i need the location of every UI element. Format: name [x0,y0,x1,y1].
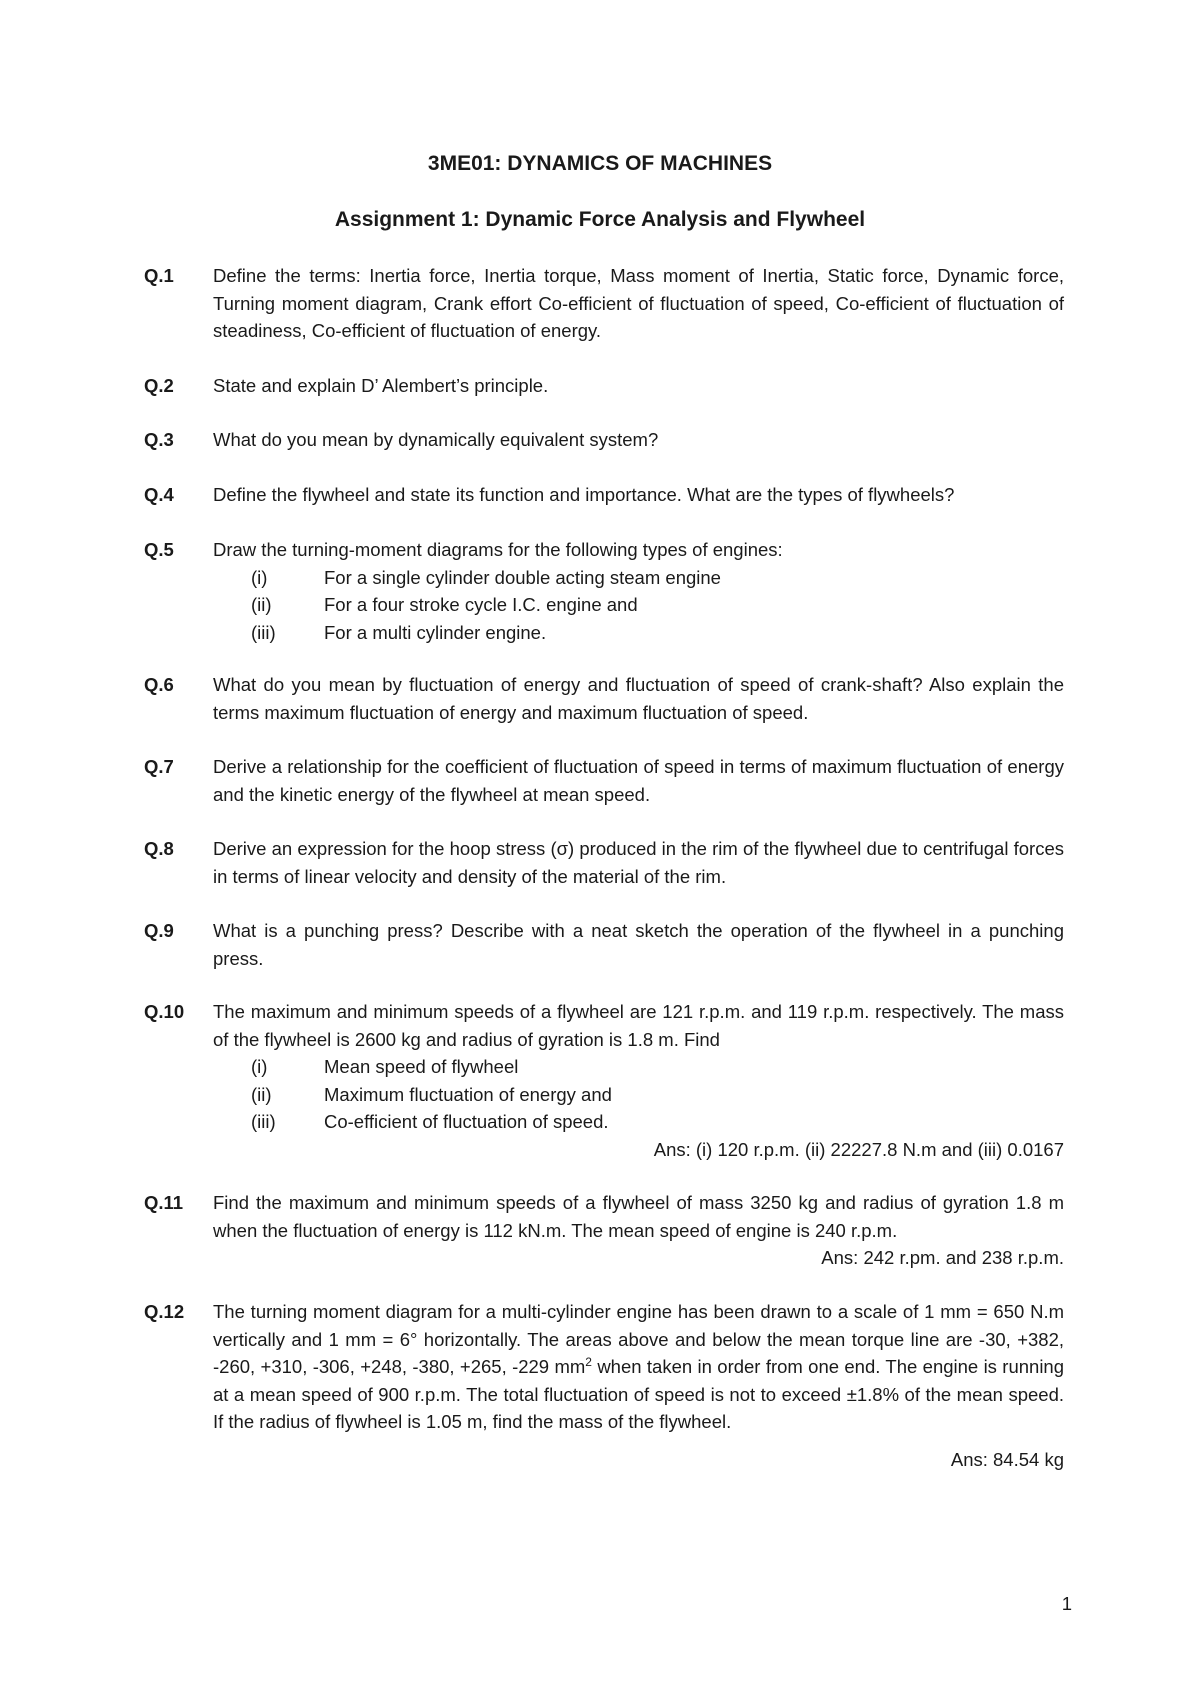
sub-item-text: For a four stroke cycle I.C. engine and [324,594,638,615]
sub-item [251,619,1064,647]
sub-item [251,1081,1064,1109]
sub-item-numeral: (iii) [251,621,276,643]
question-number: Q.11 [144,1192,184,1213]
question-11 [144,1189,1064,1272]
question-text: Derive a relationship for the coefficient of fluctuation of speed in terms of maximum fluctuation of energy and the kinetic energy of the flywheel at mean speed. [213,756,1064,805]
question-1 [144,262,1064,345]
question-text [213,1298,1064,1436]
sub-item [251,591,1064,619]
question-4 [144,481,1064,509]
question-text: Derive an expression for the hoop stress (σ) produced in the rim of the flywheel due to centrifugal forces in terms of linear velocity and density of the material of the rim. [213,838,1064,887]
sub-item-numeral: (ii) [251,1083,272,1105]
question-number: Q.2 [144,375,174,396]
question-number: Q.8 [144,838,174,859]
sub-item-text: Mean speed of flywheel [324,1056,519,1077]
sub-item [251,1053,1064,1081]
page-number: 1 [1061,1593,1072,1614]
sub-item-numeral: (ii) [251,594,272,615]
answer-text: Ans: 242 r.pm. and 238 r.p.m. [821,1247,1064,1268]
sub-item-numeral: (iii) [251,1111,276,1132]
question-number: Q.9 [144,920,174,941]
question-number: Q.3 [144,429,174,450]
question-text: What do you mean by fluctuation of energy and fluctuation of speed of crank-shaft? Also explain the terms maximum fluctuation of energy and maximum fluctuation of speed. [213,674,1064,723]
question-number: Q.10 [144,1001,185,1022]
question-9 [144,917,1064,972]
course-title: 3ME01: DYNAMICS OF MACHINES [427,152,773,175]
question-7 [144,753,1064,808]
question-number: Q.7 [144,756,174,777]
question-12 [144,1298,1064,1473]
sub-item [251,1108,1064,1136]
sub-item-text: For a multi cylinder engine. [324,621,547,643]
sub-item-numeral: (i) [251,566,268,588]
question-2 [144,372,1064,400]
question-text: Define the terms: Inertia force, Inertia torque, Mass moment of Inertia, Static force, Dynamic force, Turning moment diagram, Crank effort Co-efficient of fluctuation of speed, Co-efficient of fluctuation of steadiness, Co-efficient of fluctuation of energy. [213,265,1064,341]
answer-text: Ans: (i) 120 r.p.m. (ii) 22227.8 N.m and (iii) 0.0167 [653,1138,1064,1160]
sub-item-text: For a single cylinder double acting steam engine [324,566,721,588]
sub-item-text: Co-efficient of fluctuation of speed. [324,1111,609,1132]
question-8 [144,835,1064,890]
sub-item-numeral: (i) [251,1056,268,1077]
question-10 [144,998,1064,1163]
sub-item [251,564,1064,592]
question-text: Define the flywheel and state its function and importance. What are the types of flywheels? [213,484,955,505]
question-5 [144,536,1064,646]
question-number: Q.12 [144,1301,185,1322]
question-number: Q.5 [144,539,174,560]
question-text-part-b: when taken in order from one end. The engine is running at a mean speed of 900 r.p.m. The total fluctuation of speed is not to exceed ±1.8% of the mean speed. If the radius of flywheel is 1.05 m, find the mass of the flywheel. [213,1356,1065,1432]
question-3 [144,426,1064,454]
question-text-part-a: The turning moment diagram for a multi-cylinder engine has been drawn to a scale of 1 mm = 650 N.m vertically and 1 mm = 6° horizontally. The areas above and below the mean torque line are -30, +382, -260, +310, -306, +248, -380, +265, -229 mm [213,1301,1064,1377]
sub-item-text: Maximum fluctuation of energy and [324,1083,612,1105]
question-number: Q.6 [144,674,174,695]
question-text: The maximum and minimum speeds of a flywheel are 121 r.p.m. and 119 r.p.m. respectively. The mass of the flywheel is 2600 kg and radius of gyration is 1.8 m. Find [213,1001,1064,1050]
question-number: Q.4 [144,484,174,505]
answer-text: Ans: 84.54 kg [950,1448,1064,1470]
question-number: Q.1 [144,265,174,286]
superscript: 2 [585,1355,592,1369]
assignment-title: Assignment 1: Dynamic Force Analysis and Flywheel [334,208,866,231]
question-text: Find the maximum and minimum speeds of a flywheel of mass 3250 kg and radius of gyration 1.8 m when the fluctuation of energy is 112 kN.m. The mean speed of engine is 240 r.p.m. [213,1192,1064,1241]
question-text: Draw the turning-moment diagrams for the following types of engines: [213,539,783,560]
question-text: What do you mean by dynamically equivalent system? [213,429,659,450]
question-6 [144,671,1064,726]
question-text: What is a punching press? Describe with a neat sketch the operation of the flywheel in a punching press. [213,920,1064,969]
question-text: State and explain D’ Alembert’s principle. [213,375,549,396]
